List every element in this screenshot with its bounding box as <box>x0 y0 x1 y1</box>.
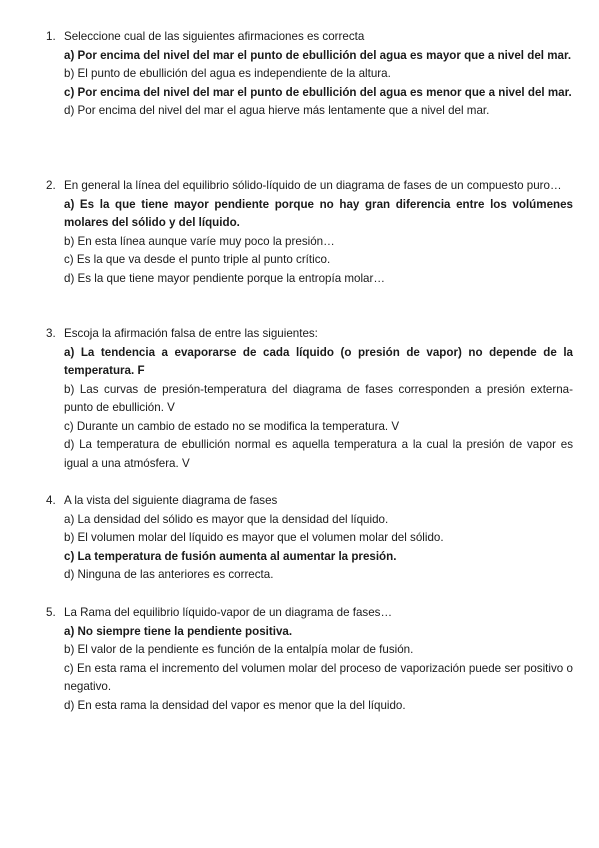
question-1 <box>46 28 573 121</box>
option-d: d) Ninguna de las anteriores es correcta. <box>64 568 274 581</box>
question-number: 4. <box>46 494 56 507</box>
option-d: d) Es la que tiene mayor pendiente porque la entropía molar… <box>64 271 385 285</box>
option-c: c) Por encima del nivel del mar el punto de ebullición del agua es menor que a nivel del mar. <box>64 85 572 99</box>
question-number: 3. <box>46 327 56 340</box>
option-a: a) Por encima del nivel del mar el punto de ebullición del agua es mayor que a nivel del mar. <box>64 48 572 62</box>
option-b: b) En esta línea aunque varíe muy poco la presión… <box>64 234 335 248</box>
question-number: 2. <box>46 179 56 192</box>
question-text: Escoja la afirmación falsa de entre las siguientes: <box>64 327 318 340</box>
question-number: 5. <box>46 606 56 619</box>
option-c: c) La temperatura de fusión aumenta al aumentar la presión. <box>64 549 397 563</box>
option-d: d) Por encima del nivel del mar el agua hierve más lentamente que a nivel del mar. <box>64 104 490 117</box>
question-5 <box>46 604 573 715</box>
question-text: Seleccione cual de las siguientes afirmaciones es correcta <box>64 30 365 43</box>
option-b: b) Las curvas de presión-temperatura del diagrama de fases corresponden a presión externa-punto de ebullición. V <box>64 382 573 414</box>
option-b: b) El punto de ebullición del agua es independiente de la altura. <box>64 67 391 80</box>
option-a: a) La densidad del sólido es mayor que la densidad del líquido. <box>64 512 389 526</box>
question-text: En general la línea del equilibrio sólido-líquido de un diagrama de fases de un compuesto puro… <box>64 179 562 192</box>
option-c: c) Durante un cambio de estado no se modifica la temperatura. V <box>64 419 400 433</box>
question-2 <box>46 177 573 288</box>
question-text: A la vista del siguiente diagrama de fases <box>64 494 278 507</box>
option-a: a) La tendencia a evaporarse de cada líquido (o presión de vapor) no depende de la temperatura. F <box>64 345 573 377</box>
option-b: b) El volumen molar del líquido es mayor que el volumen molar del sólido. <box>64 531 444 544</box>
question-text: La Rama del equilibrio líquido-vapor de un diagrama de fases… <box>64 606 393 619</box>
option-d: d) La temperatura de ebullición normal es aquella temperatura a la cual la presión de vapor es igual a una atmósfera. V <box>64 438 573 470</box>
question-3 <box>46 325 573 473</box>
option-a: a) Es la que tiene mayor pendiente porque no hay gran diferencia entre los volúmenes molares del sólido y del líquido. <box>64 197 573 229</box>
question-number: 1. <box>46 30 56 43</box>
question-4 <box>46 492 573 585</box>
option-a: a) No siempre tiene la pendiente positiva. <box>64 624 293 638</box>
option-c: c) En esta rama el incremento del volumen molar del proceso de vaporización puede ser positivo o negativo. <box>64 661 573 693</box>
option-b: b) El valor de la pendiente es función de la entalpía molar de fusión. <box>64 643 414 656</box>
option-c: c) Es la que va desde el punto triple al punto crítico. <box>64 253 331 266</box>
option-d: d) En esta rama la densidad del vapor es menor que la del líquido. <box>64 698 406 712</box>
